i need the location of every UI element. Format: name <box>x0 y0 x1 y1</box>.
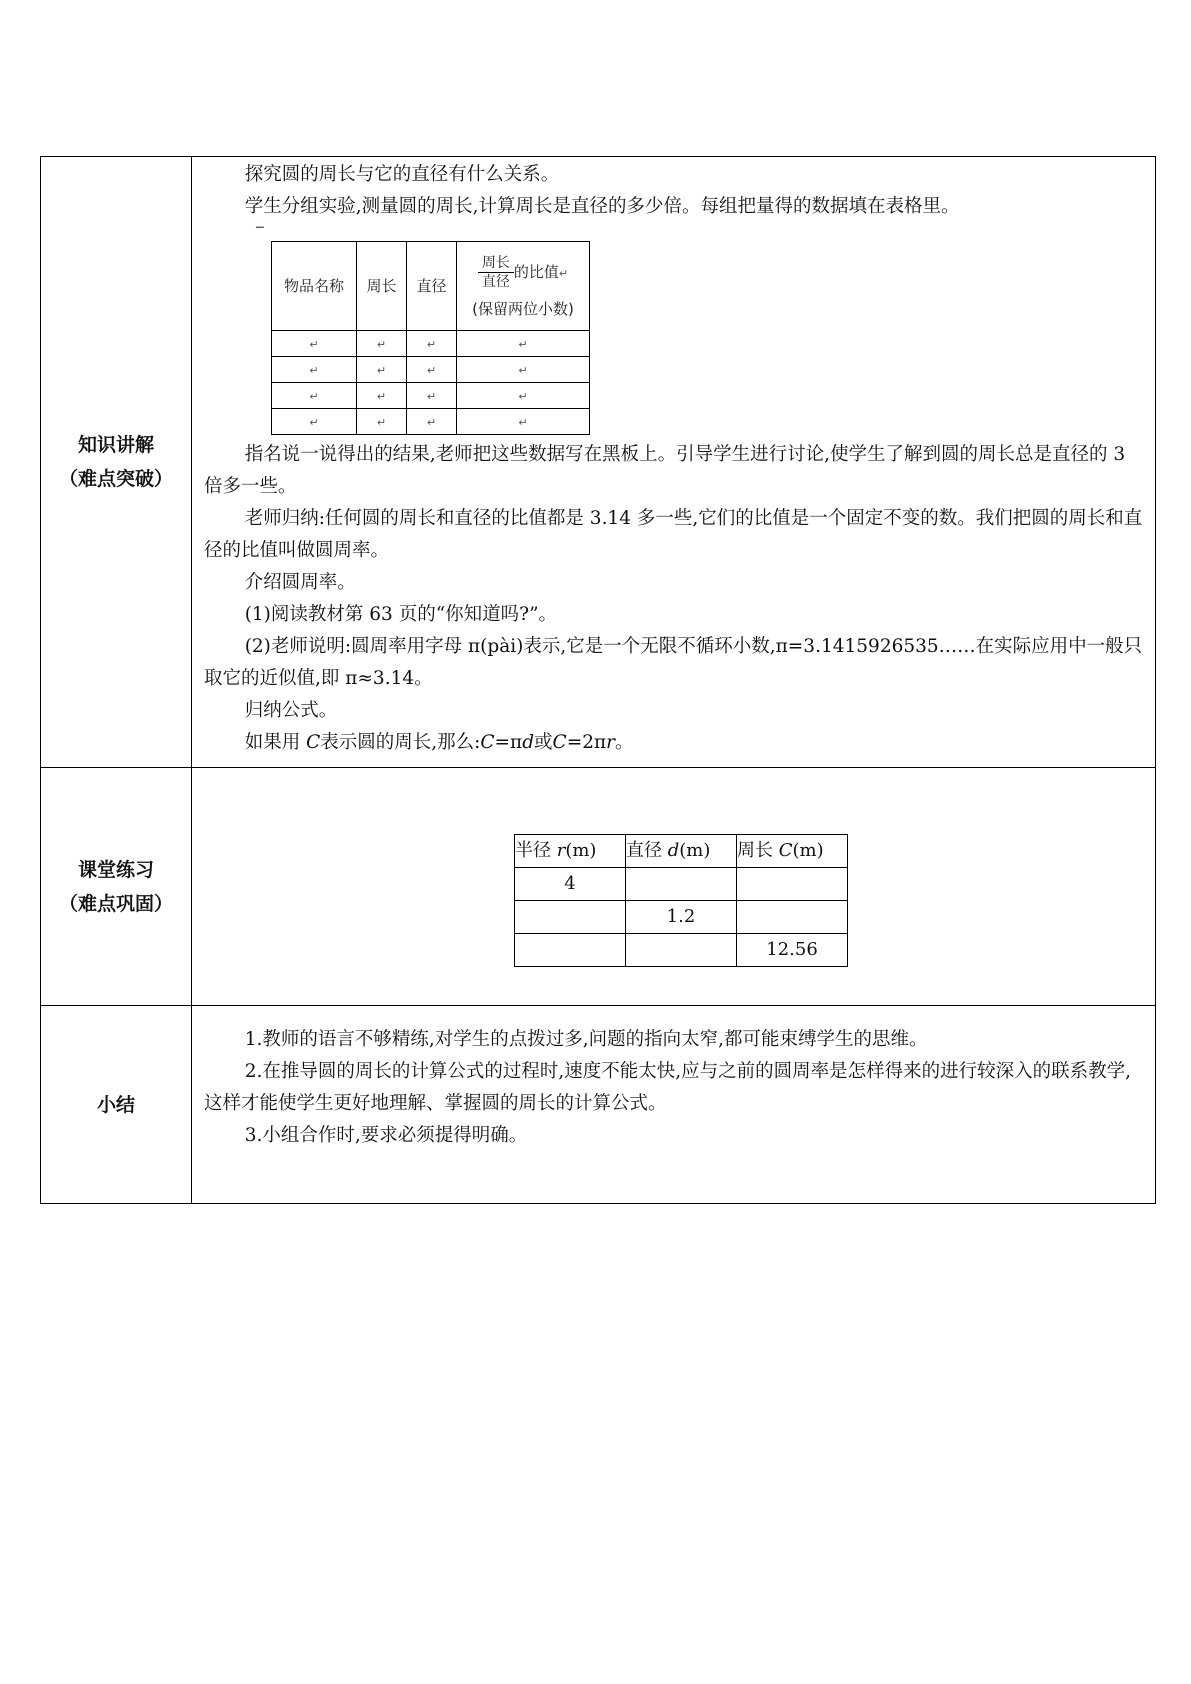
table-row: ↵ ↵ ↵ ↵ <box>272 331 590 357</box>
section-practice-label <box>41 768 192 1006</box>
section-summary-content <box>192 1006 1156 1204</box>
formula-paragraph: 如果用 C表示圆的周长,那么:C=πd或C=2πr。 <box>244 732 634 753</box>
section-practice <box>41 768 1156 1006</box>
section-practice-content <box>192 768 1156 1006</box>
label-line1: 课堂练习 <box>77 858 154 881</box>
anchor-mark: ▔ <box>256 228 264 239</box>
paragraph: 探究圆的周长与它的直径有什么关系。 <box>244 164 560 185</box>
table-row: ↵ ↵ ↵ ↵ <box>272 383 590 409</box>
table-header-row <box>272 242 590 331</box>
paragraph: (2)老师说明:圆周率用字母 π(pài)表示,它是一个无限不循环小数,π=3.1415926535……在实际应用中一般只取它的近似值,即 π≈3.14。 <box>204 636 1143 689</box>
table-cell <box>515 934 626 967</box>
paragraph: 3.小组合作时,要求必须提得明确。 <box>244 1125 528 1146</box>
paragraph: 2.在推导圆的周长的计算公式的过程时,速度不能太快,应与之前的圆周率是怎样得来的进行较深入的联系教学,这样才能使学生更好地理解、掌握圆的周长的计算公式。 <box>204 1061 1131 1114</box>
paragraph: 学生分组实验,测量圆的周长,计算周长是直径的多少倍。每组把量得的数据填在表格里。 <box>244 196 960 217</box>
header-diameter: 直径 d(m) <box>626 835 737 868</box>
measurement-table <box>271 241 590 435</box>
header-diameter: 直径 <box>407 242 457 331</box>
measurement-table-image <box>204 227 1145 439</box>
table-cell <box>626 868 737 901</box>
table-cell: 4 <box>515 868 626 901</box>
table-row: ↵ ↵ ↵ ↵ <box>272 357 590 383</box>
table-cell <box>515 901 626 934</box>
label-text: 小结 <box>96 1093 135 1116</box>
paragraph: 归纳公式。 <box>244 700 338 721</box>
label-line2: （难点突破） <box>58 468 173 490</box>
paragraph: 介绍圆周率。 <box>244 572 356 593</box>
label-line1: 知识讲解 <box>77 434 154 456</box>
header-item-name: 物品名称 <box>272 242 357 331</box>
ratio-note: (保留两位小数) <box>472 299 574 318</box>
table-cell: 12.56 <box>737 934 848 967</box>
lesson-plan-table <box>40 156 1156 1204</box>
table-cell: 1.2 <box>626 901 737 934</box>
paragraph: 1.教师的语言不够精练,对学生的点拨过多,问题的指向太窄,都可能束缚学生的思维。 <box>244 1029 928 1050</box>
section-knowledge <box>41 157 1156 768</box>
table-cell <box>737 868 848 901</box>
paragraph: 老师归纳:任何圆的周长和直径的比值都是 3.14 多一些,它们的比值是一个固定不变的数。我们把圆的周长和直径的比值叫做圆周率。 <box>204 508 1143 561</box>
section-knowledge-label <box>41 157 192 768</box>
ratio-fraction: $\frac{\text{周长}}{\text{直径}}$ <box>478 255 514 290</box>
table-header-row <box>515 835 848 868</box>
paragraph: (1)阅读教材第 63 页的“你知道吗?”。 <box>244 604 558 625</box>
header-circumference: 周长 C(m) <box>737 835 848 868</box>
table-row <box>515 934 848 967</box>
table-cell <box>737 901 848 934</box>
section-summary-label <box>41 1006 192 1204</box>
header-circumference: 周长 <box>357 242 407 331</box>
table-cell <box>626 934 737 967</box>
table-row: ↵ ↵ ↵ ↵ <box>272 409 590 435</box>
paragraph: 指名说一说得出的结果,老师把这些数据写在黑板上。引导学生进行讨论,使学生了解到圆的周长总是直径的 3 倍多一些。 <box>204 444 1126 497</box>
header-radius: 半径 r(m) <box>515 835 626 868</box>
practice-table <box>514 834 848 967</box>
header-ratio: $\frac{\text{周长}}{\text{直径}}$ 的比值↵ (保留两位小数) <box>457 242 590 331</box>
section-knowledge-content <box>192 157 1156 768</box>
table-row <box>515 868 848 901</box>
table-row <box>515 901 848 934</box>
label-line2: （难点巩固） <box>58 892 173 915</box>
section-summary <box>41 1006 1156 1204</box>
